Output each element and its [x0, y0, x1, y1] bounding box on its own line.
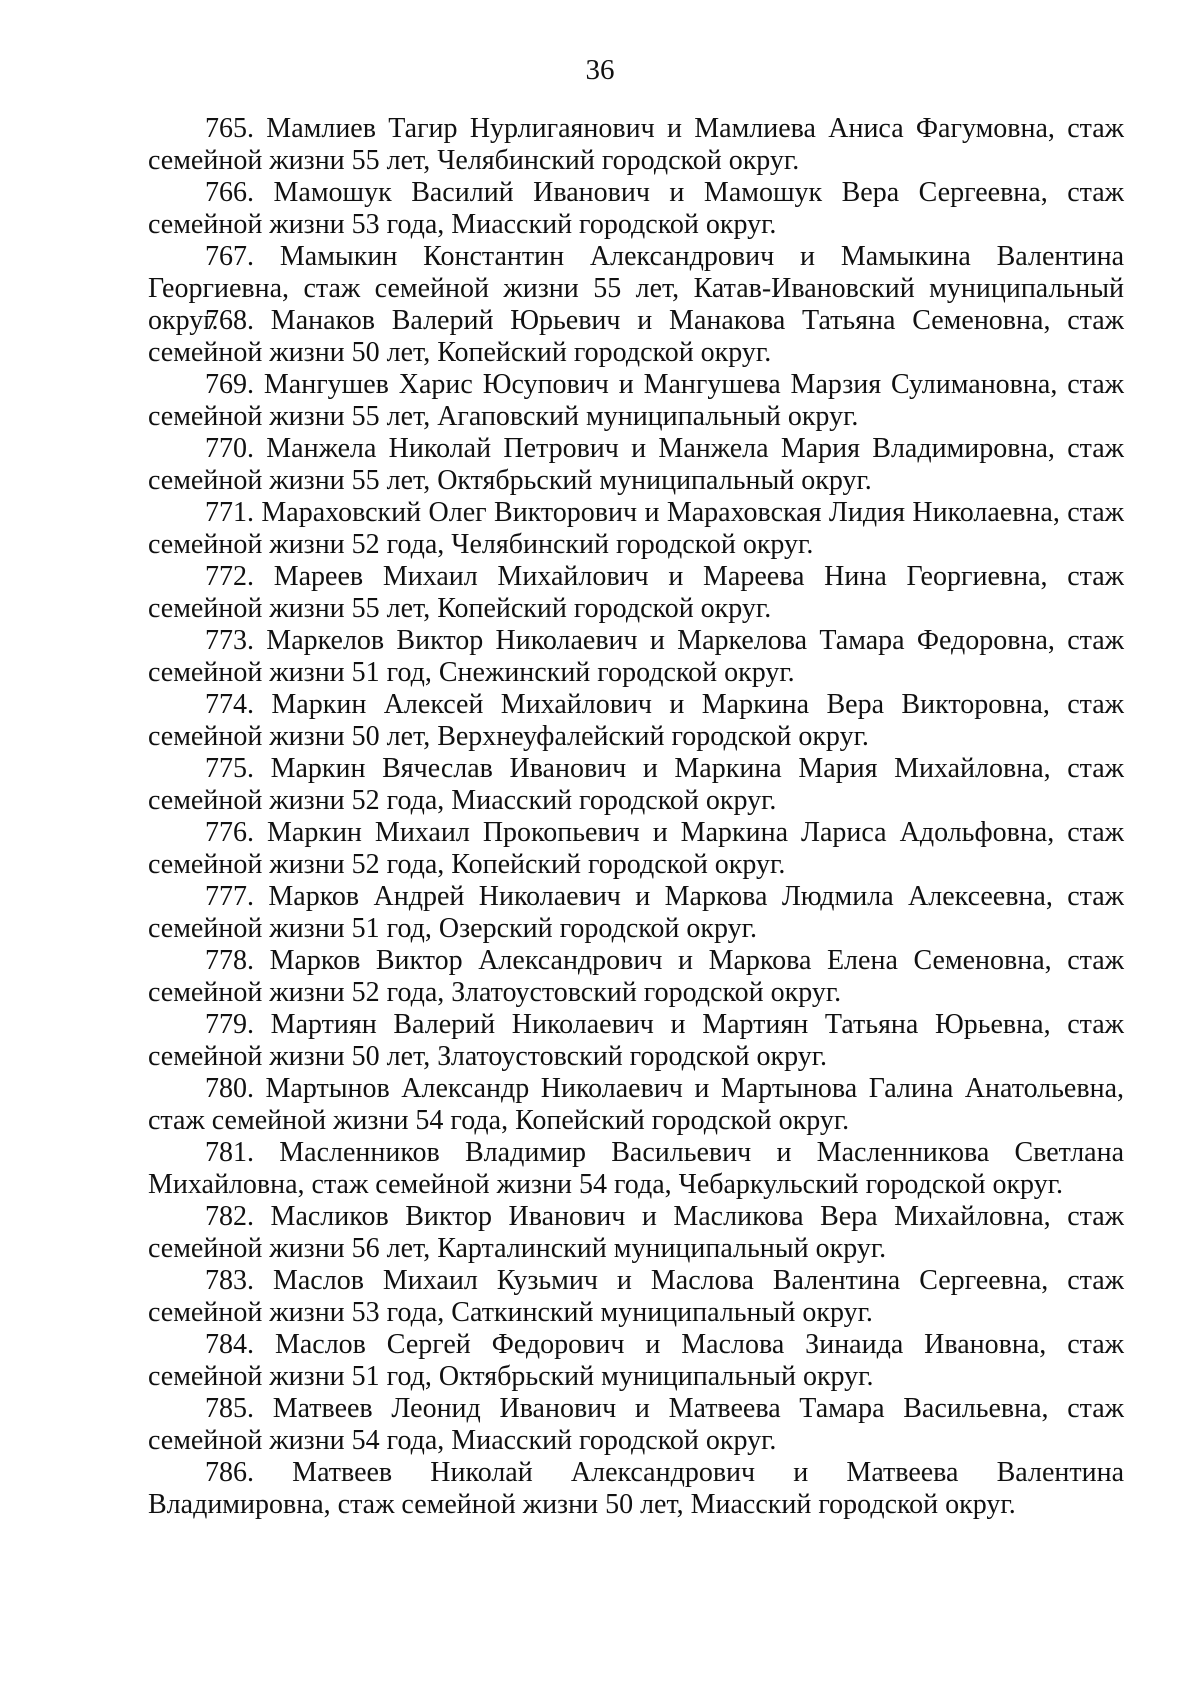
entry-number: 781.: [205, 1137, 254, 1168]
entry-number: 772.: [205, 561, 254, 592]
entry-text: Марков Андрей Николаевич и Маркова Людмила Алексеевна, стаж семейной жизни 51 год, Озерский городской округ.: [148, 881, 1124, 944]
entry-text: Мартиян Валерий Николаевич и Мартиян Татьяна Юрьевна, стаж семейной жизни 50 лет, Златоустовский городской округ.: [148, 1009, 1125, 1072]
list-item: [148, 1265, 1124, 1329]
entry-number: 777.: [205, 881, 254, 912]
list-item: [148, 817, 1124, 881]
entry-text: Мартынов Александр Николаевич и Мартынова Галина Анатольевна, стаж семейной жизни 54 года, Копейский городской округ.: [148, 1073, 1124, 1136]
list-item: [148, 1201, 1124, 1265]
entry-number: 785.: [205, 1393, 254, 1424]
entry-text: Масленников Владимир Васильевич и Масленникова Светлана Михайловна, стаж семейной жизни 54 года, Чебаркульский городской округ.: [148, 1137, 1125, 1200]
list-item: [148, 113, 1124, 177]
entry-number: 766.: [205, 177, 254, 208]
entry-text: Мамлиев Тагир Нурлигаянович и Мамлиева Аниса Фагумовна, стаж семейной жизни 55 лет, Челябинский городской округ.: [148, 113, 1125, 176]
entry-text: Матвеев Леонид Иванович и Матвеева Тамара Васильевна, стаж семейной жизни 54 года, Миасский городской округ.: [148, 1393, 1124, 1456]
entry-text: Маслов Сергей Федорович и Маслова Зинаида Ивановна, стаж семейной жизни 51 год, Октябрьский муниципальный округ.: [148, 1329, 1125, 1392]
entry-text: Мараховский Олег Викторович и Мараховская Лидия Николаевна, стаж семейной жизни 52 года, Челябинский городской округ.: [148, 497, 1124, 560]
list-item: [148, 625, 1124, 689]
list-item: [148, 1137, 1124, 1201]
entry-number: 774.: [205, 689, 254, 720]
list-item: [148, 1393, 1124, 1457]
entry-number: 776.: [205, 817, 254, 848]
entry-text: Маркин Михаил Прокопьевич и Маркина Лариса Адольфовна, стаж семейной жизни 52 года, Копейский городской округ.: [148, 817, 1125, 880]
entry-number: 768.: [205, 305, 254, 336]
list-item: [148, 305, 1124, 369]
entry-text: Масликов Виктор Иванович и Масликова Вера Михайловна, стаж семейной жизни 56 лет, Карталинский муниципальный округ.: [148, 1201, 1124, 1264]
page-number: 36: [585, 54, 615, 86]
entry-number: 769.: [205, 369, 254, 400]
list-item: [148, 497, 1124, 561]
entry-number: 775.: [205, 753, 254, 784]
entry-number: 786.: [205, 1457, 254, 1488]
entry-text: Манжела Николай Петрович и Манжела Мария Владимировна, стаж семейной жизни 55 лет, Октябрьский муниципальный округ.: [148, 433, 1124, 496]
entry-text: Манаков Валерий Юрьевич и Манакова Татьяна Семеновна, стаж семейной жизни 50 лет, Копейский городской округ.: [148, 305, 1125, 368]
entry-number: 779.: [205, 1009, 254, 1040]
list-item: [148, 177, 1124, 241]
entry-number: 770.: [205, 433, 254, 464]
entry-number: 780.: [205, 1073, 254, 1104]
list-item: [148, 1073, 1124, 1137]
entry-list: [148, 113, 1124, 1521]
list-item: [148, 1009, 1124, 1073]
entry-number: 771.: [205, 497, 254, 528]
entry-text: Мангушев Харис Юсупович и Мангушева Марзия Сулимановна, стаж семейной жизни 55 лет, Агаповский муниципальный округ.: [148, 369, 1124, 432]
entry-text: Мареев Михаил Михайлович и Мареева Нина Георгиевна, стаж семейной жизни 55 лет, Копейский городской округ.: [148, 561, 1124, 624]
entry-text: Матвеев Николай Александрович и Матвеева Валентина Владимировна, стаж семейной жизни 50 лет, Миасский городской округ.: [148, 1457, 1124, 1520]
entry-number: 765.: [205, 113, 254, 144]
list-item: [148, 881, 1124, 945]
entry-number: 778.: [205, 945, 254, 976]
list-item: [148, 753, 1124, 817]
list-item: [148, 561, 1124, 625]
entry-text: Мамошук Василий Иванович и Мамошук Вера Сергеевна, стаж семейной жизни 53 года, Миасский городской округ.: [148, 177, 1124, 240]
entry-text: Марков Виктор Александрович и Маркова Елена Семеновна, стаж семейной жизни 52 года, Златоустовский городской округ.: [148, 945, 1125, 1008]
list-item: [148, 1457, 1124, 1521]
list-item: [148, 1329, 1124, 1393]
entry-number: 773.: [205, 625, 254, 656]
list-item: [148, 945, 1124, 1009]
entry-text: Мамыкин Константин Александрович и Мамыкина Валентина Георгиевна, стаж семейной жизни 55 лет, Катав-Ивановский муниципальный округ.: [148, 241, 1125, 336]
entry-text: Маркин Вячеслав Иванович и Маркина Мария Михайловна, стаж семейной жизни 52 года, Миасский городской округ.: [148, 753, 1124, 816]
list-item: [148, 369, 1124, 433]
list-item: [148, 433, 1124, 497]
entry-number: 783.: [205, 1265, 254, 1296]
entry-number: 782.: [205, 1201, 254, 1232]
entry-text: Маркин Алексей Михайлович и Маркина Вера Викторовна, стаж семейной жизни 50 лет, Верхнеуфалейский городской округ.: [148, 689, 1124, 752]
entry-number: 767.: [205, 241, 254, 272]
entry-number: 784.: [205, 1329, 254, 1360]
entry-text: Маслов Михаил Кузьмич и Маслова Валентина Сергеевна, стаж семейной жизни 53 года, Саткинский муниципальный округ.: [148, 1265, 1125, 1328]
entry-text: Маркелов Виктор Николаевич и Маркелова Тамара Федоровна, стаж семейной жизни 51 год, Снежинский городской округ.: [148, 625, 1125, 688]
list-item: [148, 689, 1124, 753]
